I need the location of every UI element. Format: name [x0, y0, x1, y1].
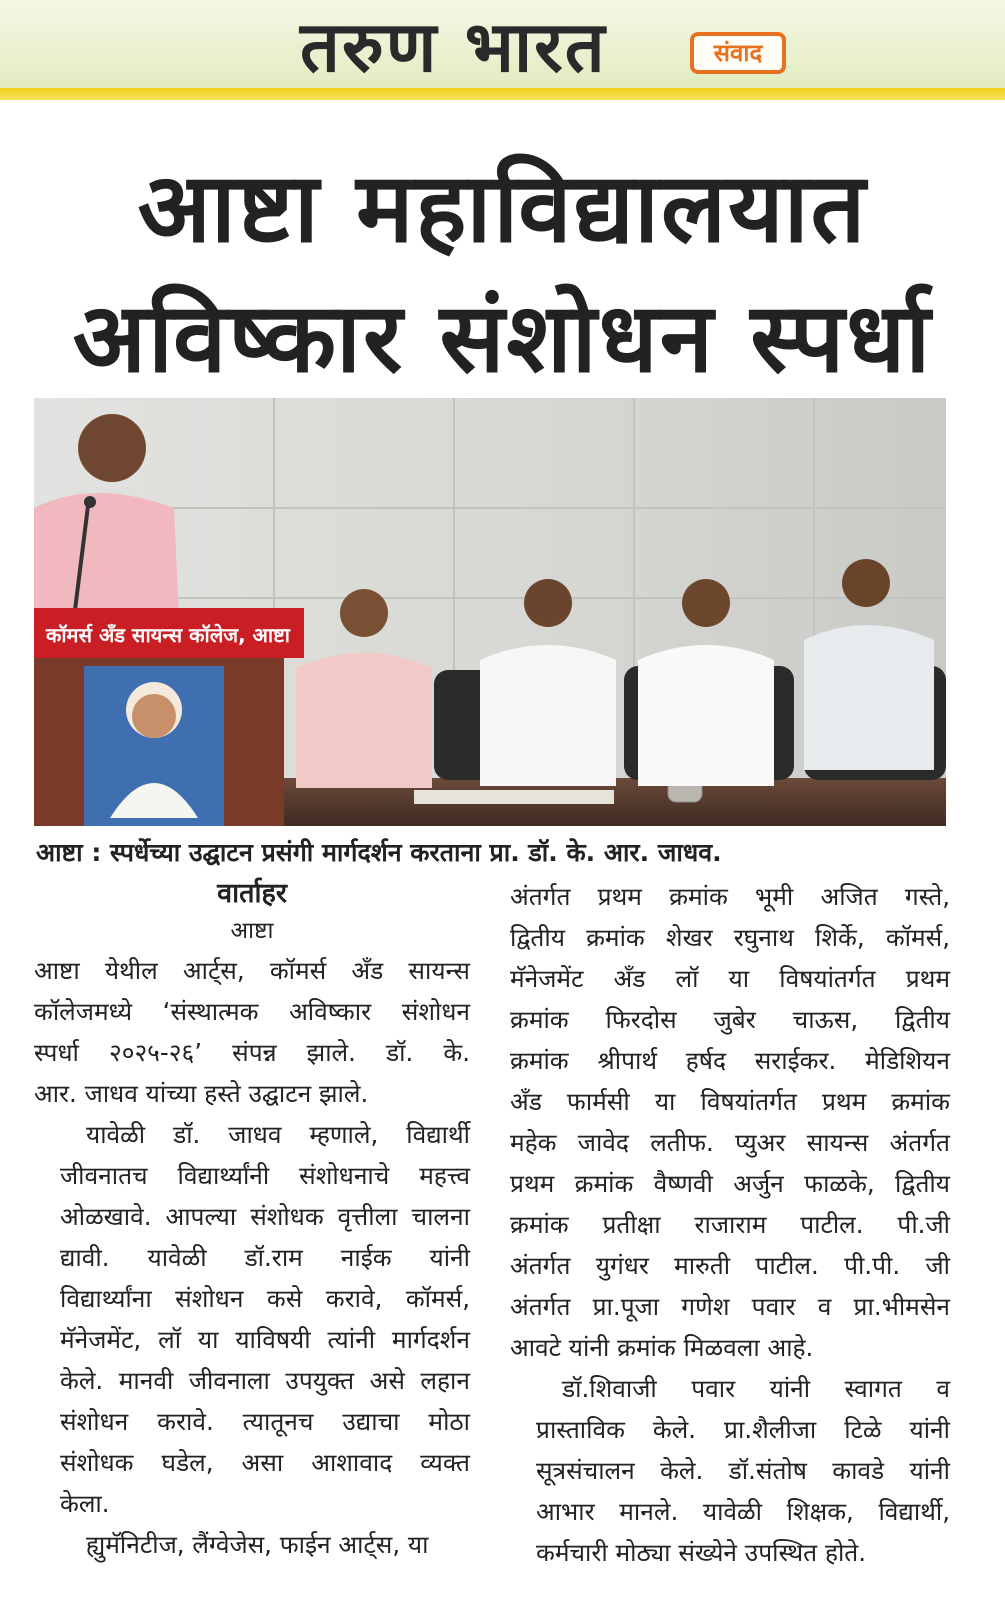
article-line: आर. जाधव यांच्या हस्ते उद्घाटन झाले. — [34, 1079, 369, 1108]
dateline-place: आष्टा — [230, 918, 274, 944]
article-line: प्रथम क्रमांक वैष्णवी अर्जुन फाळके, द्वितीय — [510, 1169, 950, 1198]
article-line: केले. मानवी जीवनाला उपयुक्त असे लहान — [60, 1366, 470, 1395]
article-line: ओळखावे. आपल्या संशोधक वृत्तीला चालना — [60, 1202, 470, 1231]
byline: वार्ताहर — [217, 878, 287, 909]
headline-line-2: अविष्कार संशोधन स्पर्धा — [72, 282, 933, 394]
article-paragraph — [510, 1368, 950, 1573]
article-paragraph — [34, 1114, 470, 1524]
article-line: मॅनेजमेंट अँड लॉ या विषयांतर्गत प्रथम — [510, 964, 950, 993]
article-line: कॉलेजमध्ये ‘संस्थात्मक अविष्कार संशोधन — [34, 997, 470, 1026]
article-line: अंतर्गत प्रथम क्रमांक भूमी अजित गस्ते, — [510, 882, 950, 911]
article-line: द्यावी. यावेळी डॉ.राम नाईक यांनी — [60, 1243, 470, 1272]
article-line: संशोधन करावे. त्यातूनच उद्याचा मोठा — [60, 1407, 470, 1436]
article-line: महेक जावेद लतीफ. प्युअर सायन्स अंतर्गत — [510, 1128, 950, 1157]
podium-banner-text: कॉमर्स अँड सायन्स कॉलेज, आष्टा — [46, 623, 290, 647]
masthead — [0, 0, 1005, 100]
article-line: सूत्रसंचालन केले. डॉ.संतोष कावडे यांनी — [536, 1456, 950, 1485]
article-column-left — [34, 876, 470, 1565]
article-paragraph — [34, 950, 470, 1114]
article-line: आभार मानले. यावेळी शिक्षक, विद्यार्थी, — [536, 1497, 950, 1526]
article-line: स्पर्धा २०२५-२६’ संपन्न झाले. डॉ. के. — [34, 1038, 470, 1067]
article-paragraph — [34, 1524, 470, 1565]
newspaper-name: तरुण भारत — [300, 6, 607, 88]
samvad-badge: संवाद — [690, 32, 786, 74]
photo-caption: आष्टा : स्पर्धेच्या उद्घाटन प्रसंगी मार्गदर्शन करताना प्रा. डॉ. के. आर. जाधव. — [36, 838, 722, 867]
article-paragraph — [510, 876, 950, 1368]
article-line: क्रमांक फिरदोस जुबेर चाऊस, द्वितीय — [510, 1005, 950, 1034]
right-column-body — [510, 876, 950, 1573]
article-line: अंतर्गत युगंधर मारुती पाटील. पी.पी. जी — [510, 1251, 950, 1280]
left-column-body — [34, 950, 470, 1565]
article-line: आवटे यांनी क्रमांक मिळवला आहे. — [510, 1333, 814, 1362]
article-line: मॅनेजमेंट, लॉ या याविषयी त्यांनी मार्गदर्शन — [60, 1325, 470, 1354]
article-line: जीवनातच विद्यार्थ्यांनी संशोधनाचे महत्त्व — [60, 1161, 470, 1190]
article-line: संशोधक घडेल, असा आशावाद व्यक्त — [60, 1448, 470, 1477]
article-line: क्रमांक प्रतीक्षा राजाराम पाटील. पी.जी — [510, 1210, 950, 1239]
article-line: अंतर्गत प्रा.पूजा गणेश पवार व प्रा.भीमसेन — [510, 1292, 950, 1321]
article-line: प्रास्ताविक केले. प्रा.शैलीजा टिळे यांनी — [536, 1415, 950, 1444]
masthead-rule — [0, 88, 1005, 100]
article-line: अँड फार्मसी या विषयांतर्गत प्रथम क्रमांक — [510, 1087, 950, 1116]
article-line: क्रमांक श्रीपार्थ हर्षद सराईकर. मेडिशियन — [510, 1046, 950, 1075]
article-line: ह्युमॅनिटीज, लैंग्वेजेस, फाईन आर्ट्स, या — [86, 1530, 429, 1559]
article-line: आष्टा येथील आर्ट्स, कॉमर्स अँड सायन्स — [34, 956, 470, 985]
article-column-right — [510, 876, 950, 1573]
article-line: डॉ.शिवाजी पवार यांनी स्वागत व — [562, 1374, 950, 1403]
article-line: द्वितीय क्रमांक शेखर रघुनाथ शिर्के, कॉमर्स, — [510, 923, 950, 952]
article-line: विद्यार्थ्यांना संशोधन कसे करावे, कॉमर्स, — [60, 1284, 470, 1313]
article-line: केला. — [60, 1489, 110, 1518]
article-line: कर्मचारी मोठ्या संख्येने उपस्थित होते. — [536, 1538, 867, 1567]
photo-illustration — [34, 398, 946, 826]
headline-line-1: आष्टा महाविद्यालयात — [137, 152, 868, 264]
news-photo — [34, 398, 946, 826]
article-line: यावेळी डॉ. जाधव म्हणाले, विद्यार्थी — [86, 1120, 470, 1149]
